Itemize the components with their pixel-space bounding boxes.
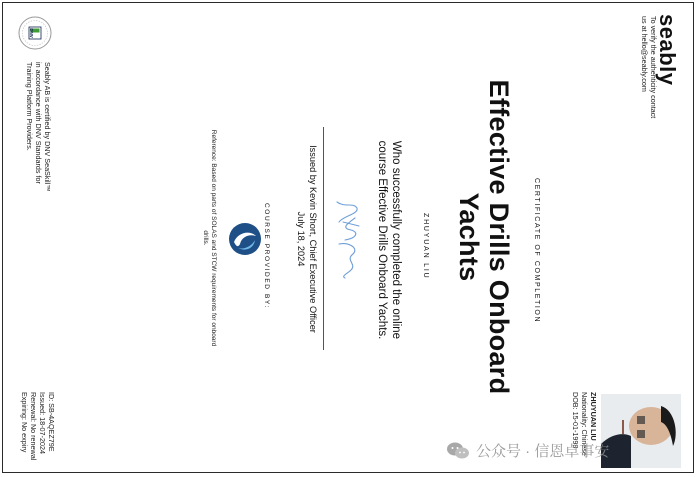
holder-name: ZHUYUAN LIU bbox=[589, 392, 598, 441]
verify-contact bbox=[640, 16, 658, 118]
brand-logo: seably bbox=[655, 14, 680, 86]
signature-icon bbox=[333, 198, 363, 280]
dnv-statement bbox=[25, 62, 52, 191]
issued-line-1: Issued by Kevin Short, Chief Executive Officer bbox=[308, 145, 318, 333]
verify-line-1: To verify the authenticity contact bbox=[649, 16, 658, 119]
title-line-2: Yachts bbox=[454, 192, 484, 282]
watermark bbox=[446, 440, 609, 461]
expiry-line: Expiring: No expiry bbox=[20, 392, 29, 453]
id-line: ID: SB-4AQEZ79E bbox=[47, 392, 56, 452]
holder-dob: DOB: 15-01-1998 bbox=[571, 392, 580, 449]
provider-logo-icon bbox=[228, 222, 262, 256]
dnv-badge-text: DNV bbox=[29, 28, 35, 38]
dnv-line-2: in accordance with DNV Standards for bbox=[34, 62, 43, 184]
dnv-badge-icon bbox=[18, 16, 52, 50]
certificate-meta bbox=[20, 392, 56, 460]
title-line-1: Effective Drills Onboard bbox=[484, 79, 514, 395]
watermark-text: 公众号 · 信恩卓事安 bbox=[476, 443, 610, 460]
renewal-line: Renewal: No renewal bbox=[29, 392, 38, 461]
wechat-icon bbox=[446, 441, 470, 461]
provided-by-label: COURSE PROVIDED BY: bbox=[263, 203, 270, 309]
issued-by bbox=[295, 134, 318, 344]
verify-line-2: us at hello@seably.com bbox=[640, 16, 649, 92]
reference-line-1: Reference: Based on parts of SOLAS and STCW requirements for onboard bbox=[210, 129, 217, 347]
holder-nationality: Nationality: Chinese bbox=[580, 392, 589, 456]
dnv-line-1: Seably AB is certified by DNV SeaSkill™ bbox=[43, 62, 52, 192]
reference-line-2: drills. bbox=[202, 230, 209, 246]
body-line-2: course Effective Drills Onboard Yachts. bbox=[376, 140, 388, 340]
issued-date-line: Issued: 18-07-2024 bbox=[38, 392, 47, 454]
dnv-line-3: Training Platform Providers. bbox=[25, 62, 34, 151]
body-line-1: Who successfully completed the online bbox=[390, 140, 402, 340]
certificate-title bbox=[454, 78, 514, 396]
completion-statement bbox=[375, 140, 403, 340]
certificate-kicker: CERTIFICATE OF COMPLETION bbox=[533, 178, 540, 324]
reference-note bbox=[201, 128, 217, 348]
signature-line bbox=[323, 127, 324, 350]
recipient-name: ZHUYUAN LIU bbox=[422, 213, 429, 280]
issued-line-2: July 18, 2024 bbox=[296, 211, 307, 267]
holder-photo bbox=[601, 394, 681, 468]
